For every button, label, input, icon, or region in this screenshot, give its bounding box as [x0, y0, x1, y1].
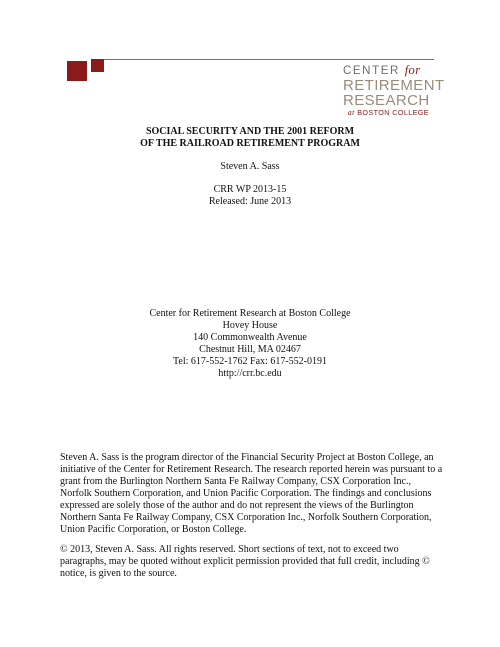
logo-line-center: [343, 64, 435, 78]
logo-line-boston-college: [343, 108, 435, 118]
logo-research-text: RESEARCH: [343, 92, 430, 109]
address-street: 140 Commonwealth Avenue: [193, 332, 307, 343]
address-url: http://crr.bc.edu: [218, 368, 282, 379]
logo-center-text: CENTER: [343, 65, 400, 77]
logo-retirement-text: RETIREMENT: [343, 77, 445, 94]
paper-title-line-2: OF THE RAILROAD RETIREMENT PROGRAM: [140, 138, 360, 149]
logo-for-text: for: [404, 63, 421, 77]
header-square-small: [91, 59, 104, 72]
logo-boston-college-text: BOSTON COLLEGE: [357, 108, 429, 117]
address-city: Chestnut Hill, MA 02467: [199, 344, 301, 355]
author-name: Steven A. Sass: [220, 161, 280, 172]
address-building: Hovey House: [222, 320, 278, 331]
address-block: [0, 308, 500, 380]
paper-title-line-1: SOCIAL SECURITY AND THE 2001 REFORM: [145, 126, 355, 137]
author-bio-paragraph: Steven A. Sass is the program director of the Financial Security Project at Boston College, an initiative of the Center for Retirement Research. The research reported herein was pursuant to a grant from the Burlington Northern Santa Fe Railway Company, CSX Corporation Inc., Norfolk Southern Corporation, and Union Pacific Corporation. The findings and conclusions expressed are solely those of the author and do not represent the views of the Burlington Northern Santa Fe Railway Company, CSX Corporation Inc., Norfolk Southern Corporation, Union Pacific Corporation, or Boston College.: [60, 452, 443, 535]
release-date: Released: June 2013: [208, 196, 292, 207]
working-paper-number: CRR WP 2013-15: [213, 184, 287, 195]
header-rule: [104, 59, 434, 60]
address-org: Center for Retirement Research at Boston College: [149, 308, 351, 319]
crr-logo: [343, 63, 445, 118]
logo-at-text: at: [347, 108, 355, 117]
address-phone: Tel: 617-552-1762 Fax: 617-552-0191: [172, 356, 327, 367]
copyright-paragraph: © 2013, Steven A. Sass. All rights reserved. Short sections of text, not to exceed two paragraphs, may be quoted without explicit permission provided that full credit, including © notice, is given to the source.: [60, 544, 430, 579]
header-square-large: [67, 61, 87, 81]
